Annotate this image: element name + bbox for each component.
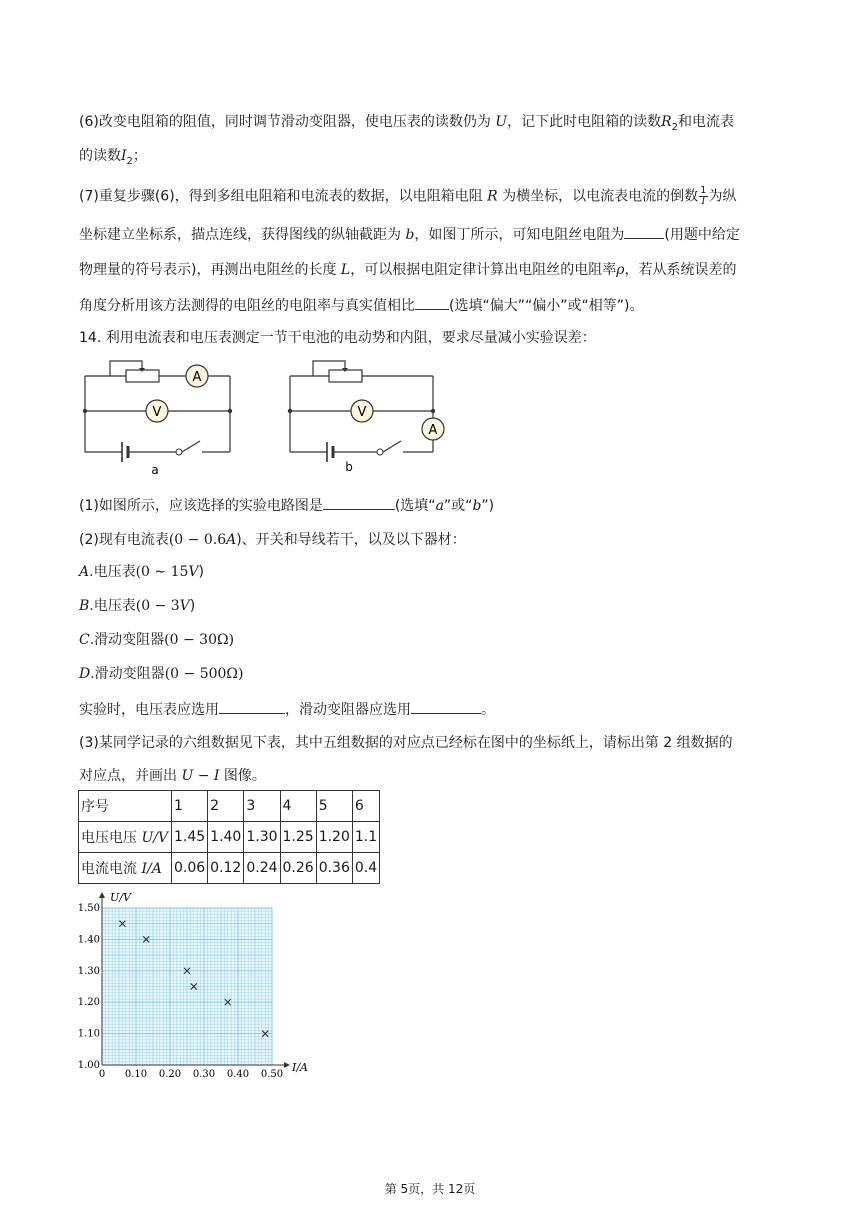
y-axis-arrow xyxy=(99,892,105,898)
data-table xyxy=(78,790,380,884)
circuit-label-b: b xyxy=(345,460,353,474)
ammeter-symbol-a: A xyxy=(192,370,202,385)
x-tick-label: 0 xyxy=(98,1069,106,1080)
voltmeter-symbol-a: V xyxy=(152,405,162,420)
option-a: A.电压表(0 ∼ 15V) xyxy=(79,564,204,580)
y-tick-label: 1.50 xyxy=(77,903,100,914)
chart-grid xyxy=(102,908,272,1065)
circuit-label-a: a xyxy=(151,463,159,475)
option-d: D.滑动变阻器(0 − 500Ω) xyxy=(79,666,244,682)
x-tick-label: 0.30 xyxy=(192,1069,216,1080)
x-tick-label: 0.20 xyxy=(158,1069,182,1080)
symbol-R2: R xyxy=(661,114,672,130)
symbol-b: b xyxy=(405,227,415,243)
symbol-U: U xyxy=(495,114,508,130)
question-14-3-line2: 对应点，并画出 U − I 图像。 xyxy=(79,768,266,784)
y-tick-label: 1.10 xyxy=(77,1028,100,1040)
question-14-title: 14. 利用电流表和电压表测定一节干电池的电动势和内阻，要求尽量减小实验误差： xyxy=(79,330,596,346)
fraction-1-over-I: $\frac{1}{I}$ xyxy=(700,185,707,207)
y-tick-label: 1.40 xyxy=(77,934,100,946)
answer-blank-circuit[interactable] xyxy=(323,494,395,510)
question-14-choice: 实验时，电压表应选用 ，滑动变阻器应选用 。 xyxy=(79,698,779,720)
answer-blank-resistance[interactable] xyxy=(624,223,664,239)
voltmeter-symbol-b: V xyxy=(357,405,367,420)
ammeter-symbol-b: A xyxy=(428,423,438,438)
answer-blank-comparison[interactable] xyxy=(415,294,449,310)
symbol-R: R xyxy=(487,188,498,205)
question-14-1: (1)如图所示，应该选择的实验电路图是 (选填“a”或“b”) xyxy=(79,494,779,516)
question-14-2: (2)现有电流表(0 − 0.6A)、开关和导线若干，以及以下器材： xyxy=(79,532,466,548)
x-tick-label: 0.10 xyxy=(124,1069,148,1080)
u-i-chart[interactable] xyxy=(70,888,330,1088)
answer-blank-rheostat[interactable] xyxy=(411,698,481,714)
table-row-voltage: 电压电压 U/V 1.45 1.40 1.30 1.25 1.20 1.1 xyxy=(79,822,380,853)
y-tick-label: 1.00 xyxy=(77,1060,100,1071)
table-row-current: 电流电流 I/A 0.06 0.12 0.24 0.26 0.36 0.4 xyxy=(79,853,380,884)
question-14-3-line1: (3)某同学记录的六组数据见下表，其中五组数据的对应点已经标在图中的坐标纸上，请标出第 2 组数据的 xyxy=(79,735,733,751)
page-footer: 第 5页，共 12页 xyxy=(384,1182,476,1196)
x-axis-label: I/A xyxy=(292,1061,308,1074)
para7-line2: 坐标建立坐标系，描点连线，获得图线的纵轴截距为 b，如图丁所示，可知电阻丝电阻为 (用题中给定 xyxy=(79,223,779,245)
y-tick-label: 1.30 xyxy=(77,965,100,977)
circuit-diagram-a xyxy=(80,355,240,475)
symbol-rho: ρ xyxy=(616,262,625,278)
para6-line2: 的读数$I_2$； xyxy=(79,148,147,167)
option-b: B.电压表(0 − 3V) xyxy=(79,598,196,614)
option-c: C.滑动变阻器(0 − 30Ω) xyxy=(79,632,235,648)
x-tick-label: 0.50 xyxy=(260,1069,284,1080)
para7-line1: (7)重复步骤(6)，得到多组电阻箱和电流表的数据，以电阻箱电阻 R 为横坐标，以电流表电流的倒数 $\frac{1}{I}$ 为纵 xyxy=(79,185,737,207)
y-axis-label: U/V xyxy=(110,891,131,904)
x-axis-arrow xyxy=(284,1062,290,1068)
para6-line1: (6)改变电阻箱的阻值，同时调节滑动变阻器，使电压表的读数仍为 U，记下此时电阻箱的读数$R_2$和电流表 xyxy=(79,114,735,133)
symbol-I2: I xyxy=(121,148,127,164)
x-tick-label: 0.40 xyxy=(226,1069,250,1080)
table-row-header: 序号 1 2 3 4 5 6 xyxy=(79,791,380,822)
circuit-diagram-b xyxy=(285,355,450,475)
para7-line3: 物理量的符号表示)，再测出电阻丝的长度 L，可以根据电阻定律计算出电阻丝的电阻率ρ，若从系统误差的 xyxy=(79,262,737,278)
y-tick-label: 1.20 xyxy=(77,997,100,1009)
para7-line4: 角度分析用该方法测得的电阻丝的电阻率与真实值相比 (选填“偏大”“偏小”或“相等”)。 xyxy=(79,294,779,316)
answer-blank-voltmeter[interactable] xyxy=(219,698,285,714)
symbol-L: L xyxy=(340,262,351,278)
